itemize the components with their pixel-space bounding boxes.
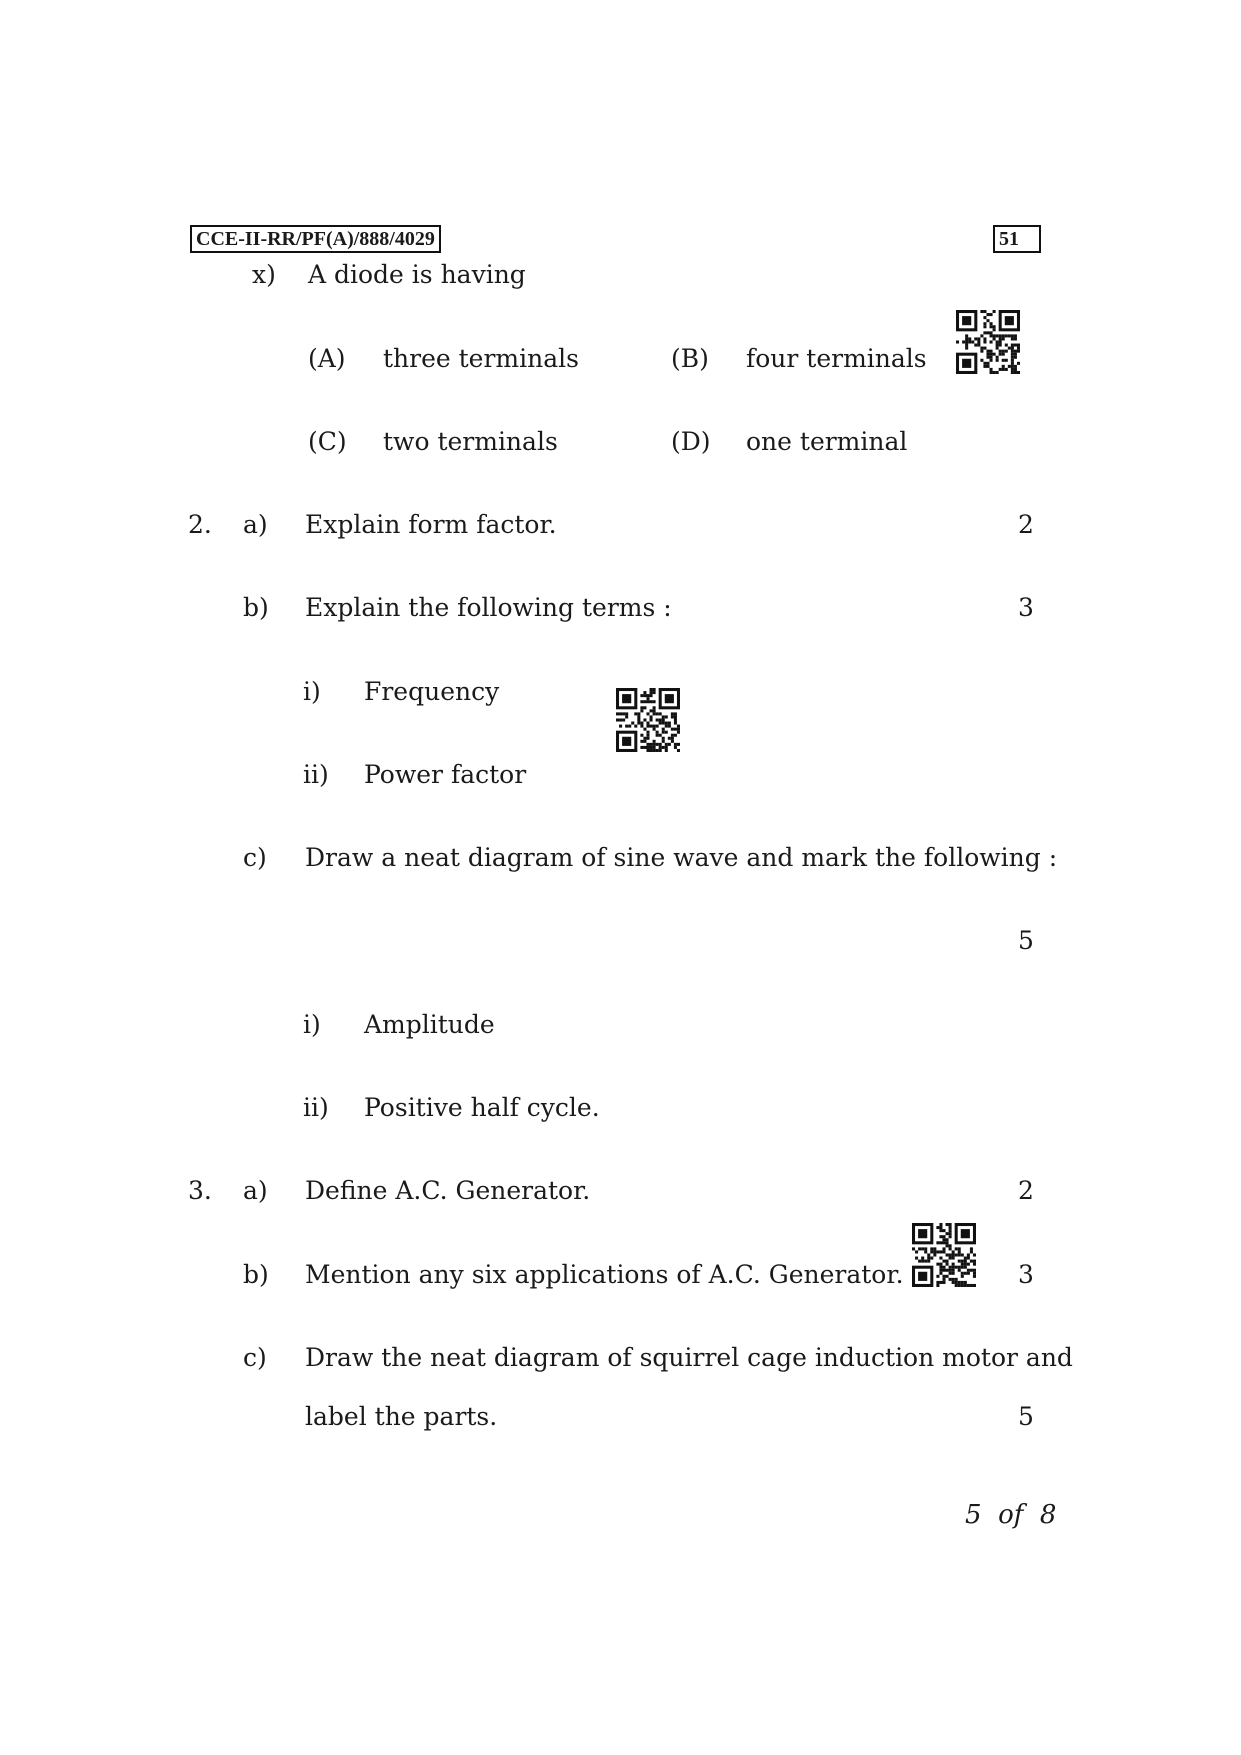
q2c-label: c) [243,843,267,872]
q3b-marks: 3 [1018,1260,1034,1289]
q3a-marks: 2 [1018,1176,1034,1205]
q2b-marks: 3 [1018,593,1034,622]
q3-number: 3. [188,1176,212,1205]
option-b-text: four terminals [746,344,927,373]
q3c-line2: label the parts. [305,1402,498,1431]
q2b-ii-text: Power factor [364,760,527,789]
q2b-ii-label: ii) [303,760,329,789]
q3a-text: Define A.C. Generator. [305,1176,591,1205]
qr-code-icon [912,1222,976,1288]
option-c-key: (C) [308,427,347,456]
option-a-text: three terminals [383,344,579,373]
qr-code-icon [956,309,1020,375]
q2b-label: b) [243,593,269,622]
q2a-text: Explain form factor. [305,510,557,539]
option-b-key: (B) [671,344,709,373]
q2b-text: Explain the following terms : [305,593,672,622]
q2b-i-label: i) [303,677,321,706]
option-d-key: (D) [671,427,711,456]
page-number-box [993,225,1041,253]
q3c-marks: 5 [1018,1402,1034,1431]
q2b-i-text: Frequency [364,677,500,706]
qr-code-icon [616,687,680,753]
q2c-i-label: i) [303,1010,321,1039]
footer-page: 5 [965,1500,982,1530]
q2c-text: Draw a neat diagram of sine wave and mark the following : [305,843,1058,872]
q3b-label: b) [243,1260,269,1289]
q2a-marks: 2 [1018,510,1034,539]
option-c-text: two terminals [383,427,558,456]
paper-code: CCE-II-RR/PF(A)/888/4029 [196,228,435,250]
q2a-label: a) [243,510,268,539]
q1x-label: x) [252,260,276,289]
q2-number: 2. [188,510,212,539]
q3c-line1: Draw the neat diagram of squirrel cage induction motor and [305,1343,1073,1372]
q3b-text: Mention any six applications of A.C. Generator. [305,1260,904,1289]
q3a-label: a) [243,1176,268,1205]
q2c-ii-text: Positive half cycle. [364,1093,600,1122]
option-d-text: one terminal [746,427,908,456]
footer-page-indicator [965,1500,1056,1530]
q1x-text: A diode is having [308,260,526,289]
footer-total: 8 [1039,1500,1057,1530]
paper-code-box [190,225,441,253]
option-a-key: (A) [308,344,346,373]
page-number-box-text: 51 [999,228,1019,250]
q2c-i-text: Amplitude [364,1010,495,1039]
q2c-marks: 5 [1018,926,1034,955]
q2c-ii-label: ii) [303,1093,329,1122]
q3c-label: c) [243,1343,267,1372]
footer-of: of [998,1500,1024,1530]
